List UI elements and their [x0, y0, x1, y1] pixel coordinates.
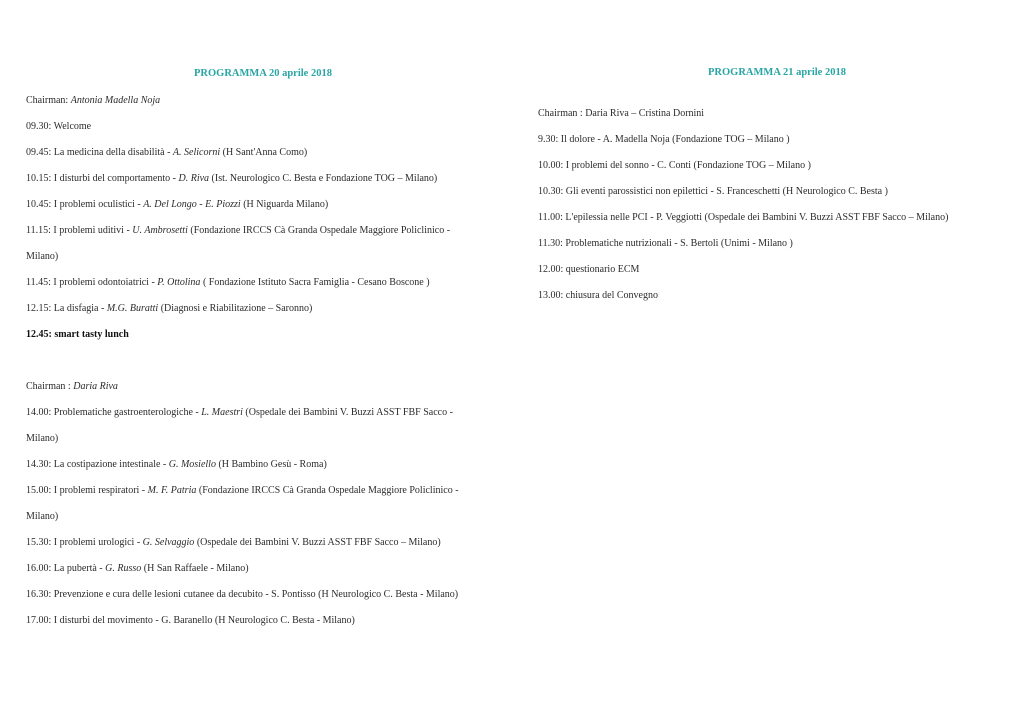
- schedule-item: 12.00: questionario ECM: [538, 264, 640, 275]
- schedule-item-continuation: Milano): [26, 511, 59, 522]
- schedule-item: 11.00: L'epilessia nelle PCI - P. Veggiotti (Ospedale dei Bambini V. Buzzi ASST FBF Sacco – Milano): [538, 212, 949, 223]
- schedule-item-continuation: Milano): [26, 433, 59, 444]
- schedule-item: 16.00: La pubertà - G. Russo (H San Raffaele - Milano): [26, 563, 249, 574]
- schedule-item: 15.30: I problemi urologici - G. Selvaggio (Ospedale dei Bambini V. Buzzi ASST FBF Sacco – Milano): [26, 537, 441, 548]
- schedule-item: 16.30: Prevenzione e cura delle lesioni cutanee da decubito - S. Pontisso (H Neurologico C. Besta - Milano): [26, 589, 459, 600]
- day2-title: PROGRAMMA 21 aprile 2018: [708, 67, 846, 78]
- day1-chairman-morning: Chairman: Antonia Madella Noja: [26, 95, 161, 106]
- lunch-break: 12.45: smart tasty lunch: [26, 329, 129, 340]
- schedule-item-continuation: Milano): [26, 251, 59, 262]
- schedule-item: 11.45: I problemi odontoiatrici - P. Ottolina ( Fondazione Istituto Sacra Famiglia - Cesano Boscone ): [26, 277, 430, 288]
- schedule-item: 10.45: I problemi oculistici - A. Del Longo - E. Piozzi (H Niguarda Milano): [26, 199, 329, 210]
- schedule-item: 10.00: I problemi del sonno - C. Conti (Fondazione TOG – Milano ): [538, 160, 811, 171]
- day1-chairman-afternoon: Chairman : Daria Riva: [26, 381, 118, 392]
- schedule-item: 10.30: Gli eventi parossistici non epilettici - S. Franceschetti (H Neurologico C. Besta ): [538, 186, 888, 197]
- schedule-item: 11.30: Problematiche nutrizionali - S. Bertoli (Unimi - Milano ): [538, 238, 793, 249]
- schedule-item: 10.15: I disturbi del comportamento - D. Riva (Ist. Neurologico C. Besta e Fondazione TOG – Milano): [26, 173, 438, 184]
- schedule-item: 13.00: chiusura del Convegno: [538, 290, 658, 301]
- schedule-item: 09.30: Welcome: [26, 121, 92, 132]
- day1-title: PROGRAMMA 20 aprile 2018: [194, 68, 332, 79]
- schedule-item: 17.00: I disturbi del movimento - G. Baranello (H Neurologico C. Besta - Milano): [26, 615, 355, 626]
- day2-chairman: Chairman : Daria Riva – Cristina Dornini: [538, 108, 705, 119]
- schedule-item: 12.15: La disfagia - M.G. Buratti (Diagnosi e Riabilitazione – Saronno): [26, 303, 313, 314]
- schedule-item: 9.30: Il dolore - A. Madella Noja (Fondazione TOG – Milano ): [538, 134, 790, 145]
- schedule-item: 09.45: La medicina della disabilità - A. Selicorni (H Sant'Anna Como): [26, 147, 308, 158]
- schedule-item: 14.30: La costipazione intestinale - G. Mosiello (H Bambino Gesù - Roma): [26, 459, 327, 470]
- schedule-item: 14.00: Problematiche gastroenterologiche - L. Maestri (Ospedale dei Bambini V. Buzzi ASST FBF Sacco -: [26, 407, 453, 418]
- schedule-item: 11.15: I problemi uditivi - U. Ambrosetti (Fondazione IRCCS Cà Granda Ospedale Maggiore Policlinico -: [26, 225, 451, 236]
- schedule-item: 15.00: I problemi respiratori - M. F. Patria (Fondazione IRCCS Cà Granda Ospedale Maggiore Policlinico -: [26, 485, 459, 496]
